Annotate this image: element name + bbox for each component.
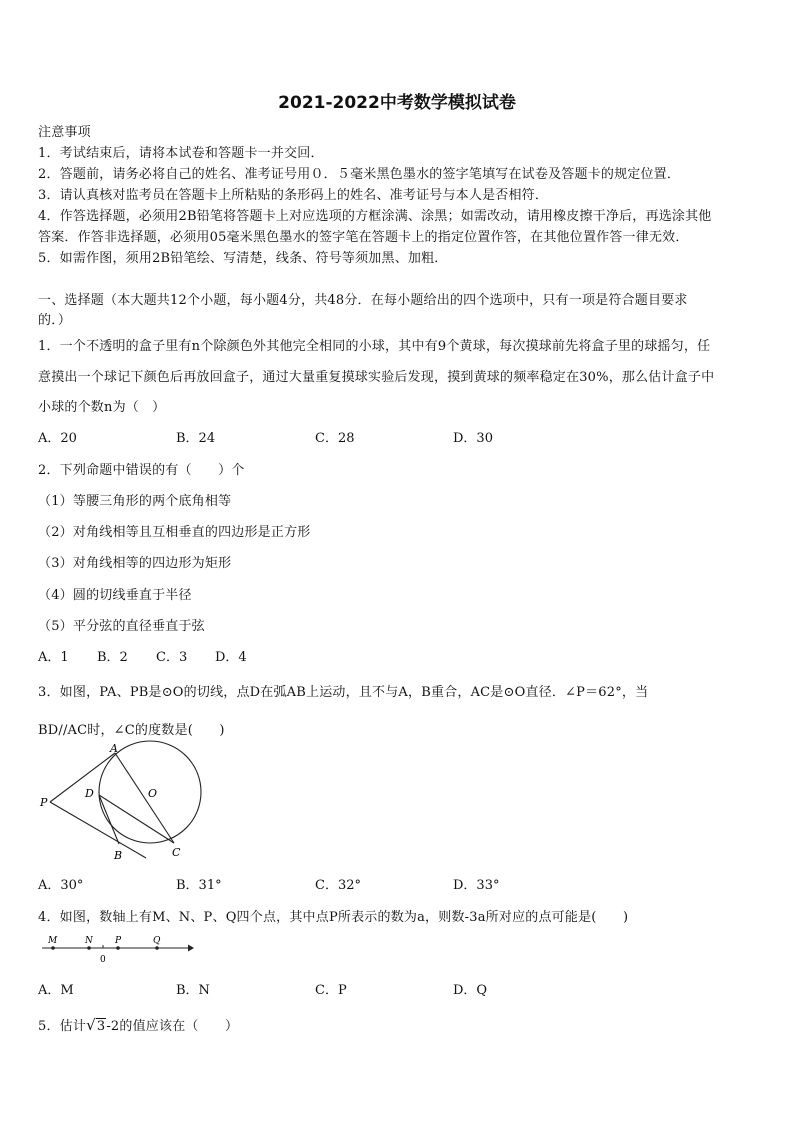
point-q: [155, 946, 159, 950]
label-b: B: [114, 849, 123, 862]
point-m: [51, 946, 55, 950]
notice-item: 2．答题前，请务必将自己的姓名、准考证号用０．５毫米黑色墨水的签字笔填写在试卷及答题卡的规定位置．: [38, 167, 681, 182]
q1-stem: 意摸出一个球记下颜色后再放回盒子，通过大量重复摸球实验后发现，摸到黄球的频率稳定在30%，那么估计盒子中: [38, 370, 715, 385]
label-q: Q: [153, 936, 161, 946]
q5-suffix: -2的值应该在（ ）: [106, 1019, 239, 1034]
label-o: O: [148, 787, 158, 800]
q3-option-b: B．31°: [176, 878, 222, 893]
q1-stem: 1．一个不透明的盒子里有n个除颜色外其他完全相同的小球，其中有9个黄球，每次摸球前先将盒子里的球摇匀，任: [38, 339, 711, 354]
q1-stem: 小球的个数n为（ ）: [38, 400, 166, 415]
q3-stem: BD//AC时，∠C的度数是( ): [38, 723, 225, 738]
point-n: [87, 946, 91, 950]
q2-stem: 2．下列命题中错误的有（ ）个: [38, 463, 245, 478]
notice-item: 5．如需作图，须用2B铅笔绘、写清楚，线条、符号等须加黑、加粗．: [38, 251, 448, 266]
circle-tangent-figure: [36, 740, 216, 865]
q5-stem: [38, 1015, 238, 1034]
label-n: N: [85, 936, 93, 946]
q3-option-d: D．33°: [453, 878, 500, 893]
q2-option-d: D．4: [215, 650, 247, 665]
q3-option-c: C．32°: [315, 878, 361, 893]
notice-item: 4．作答选择题，必须用2B铅笔将答题卡上对应选项的方框涂满、涂黑；如需改动，请用橡皮擦干净后，再选涂其他: [38, 209, 712, 224]
q3-stem: 3．如图，PA、PB是⊙O的切线，点D在弧AB上运动，且不与A，B重合，AC是⊙O直径．∠P＝62°，当: [38, 685, 649, 700]
q2-item: （1）等腰三角形的两个底角相等: [38, 494, 232, 509]
notice-item: 答案．作答非选择题，必须用05毫米黑色墨水的签字笔在答题卡上的指定位置作答，在其他位置作答一律无效．: [38, 230, 689, 245]
sqrt-icon: √: [86, 1016, 96, 1034]
label-p: P: [40, 796, 48, 809]
q3-option-a: A．30°: [38, 878, 84, 893]
label-d: D: [85, 787, 94, 800]
label-p: P: [115, 936, 122, 946]
q4-stem: 4．如图，数轴上有M、N、P、Q四个点，其中点P所表示的数为a，则数-3a所对应的点可能是( ): [38, 910, 629, 925]
q4-option-d: D．Q: [453, 983, 488, 998]
q2-option-b: B．2: [97, 650, 128, 665]
notice-item: 3．请认真核对监考员在答题卡上所粘贴的条形码上的姓名、准考证号与本人是否相符．: [38, 188, 549, 203]
section-heading: 一、选择题（本大题共12个小题，每小题4分，共48分．在每小题给出的四个选项中，只有一项是符合题目要求: [38, 293, 688, 308]
q2-option-a: A．1: [38, 650, 69, 665]
q1-option-b: B．24: [176, 431, 216, 446]
notice-heading: 注意事项: [38, 125, 91, 140]
label-c: C: [172, 846, 181, 859]
q2-option-c: C．3: [156, 650, 188, 665]
point-p: [116, 946, 120, 950]
number-line-figure: [36, 930, 196, 966]
label-a: A: [110, 742, 118, 755]
q2-item: （2）对角线相等且互相垂直的四边形是正方形: [38, 525, 311, 540]
q4-option-a: A．M: [38, 983, 74, 998]
q2-item: （3）对角线相等的四边形为矩形: [38, 556, 232, 571]
q2-item: （5）平分弦的直径垂直于弦: [38, 619, 205, 634]
label-m: M: [48, 936, 58, 946]
q4-option-c: C．P: [315, 983, 347, 998]
label-origin: 0: [100, 955, 106, 965]
chord-dc: [99, 795, 174, 843]
q2-item: （4）圆的切线垂直于半径: [38, 588, 192, 603]
q5-prefix: 5．估计: [38, 1019, 87, 1034]
notice-item: 1．考试结束后，请将本试卷和答题卡一并交回．: [38, 146, 324, 161]
section-heading-cont: 的．）: [38, 313, 72, 328]
q1-option-a: A．20: [38, 431, 77, 446]
diameter-ac: [115, 753, 174, 843]
q4-option-b: B．N: [176, 983, 210, 998]
q1-option-d: D．30: [453, 431, 493, 446]
q5-radicand: 3: [96, 1019, 106, 1034]
tangent-pa: [50, 753, 115, 802]
tangent-pb: [50, 802, 146, 858]
q1-option-c: C．28: [315, 431, 355, 446]
arrow-head-icon: [188, 945, 194, 952]
exam-title: 2021-2022中考数学模拟试卷: [278, 93, 516, 113]
